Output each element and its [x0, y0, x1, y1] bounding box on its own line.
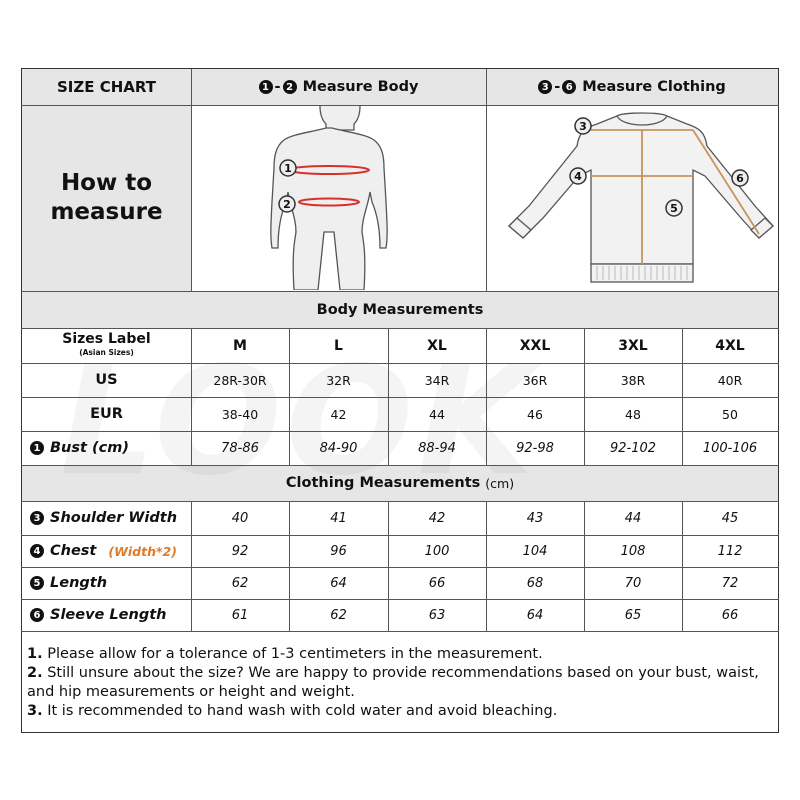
notes-section — [27, 645, 775, 721]
table-cell: 78-86 — [221, 440, 259, 456]
size-chart-title: SIZE CHART — [56, 78, 156, 96]
table-cell: 96 — [330, 543, 347, 559]
table-cell: 34R — [424, 372, 450, 388]
size-header-4: 3XL — [618, 337, 648, 354]
clothing-row-label: 6 Sleeve Length — [22, 599, 191, 631]
sizes-sublabel: (Asian Sizes) — [79, 347, 134, 357]
badge-2-icon: 2 — [283, 80, 297, 94]
body-row-label: EUR — [90, 406, 123, 422]
measure-clothing-label: Measure Clothing — [582, 79, 726, 95]
badge-6-icon: 6 — [30, 608, 44, 622]
body-measurements-title: Body Measurements — [316, 301, 484, 318]
table-cell: 44 — [429, 406, 445, 422]
table-cell: 112 — [717, 543, 743, 559]
table-cell: 64 — [330, 575, 347, 591]
size-header-5: 4XL — [715, 337, 745, 354]
badge-6-icon: 6 — [562, 80, 576, 94]
table-cell: 40 — [231, 510, 249, 526]
table-cell: 28R-30R — [213, 372, 267, 388]
measure-body-label: Measure Body — [302, 79, 419, 95]
svg-text:3: 3 — [579, 120, 587, 133]
table-cell: 72 — [721, 575, 739, 591]
table-cell: 38-40 — [221, 406, 259, 422]
table-cell: 108 — [620, 543, 646, 559]
svg-text:4: 4 — [574, 170, 582, 183]
table-cell: 41 — [330, 510, 347, 526]
badge-1-icon: 1 — [30, 441, 44, 455]
chest-width-note: (Width*2) — [108, 543, 177, 559]
clothing-row-label: 5 Length — [22, 567, 191, 599]
body-row-label: US — [95, 372, 118, 388]
table-cell: 44 — [624, 510, 642, 526]
svg-text:2: 2 — [283, 198, 291, 211]
table-cell: 65 — [624, 607, 642, 623]
table-cell: 66 — [428, 575, 446, 591]
badge-3-icon: 3 — [30, 511, 44, 525]
size-header-3: XXL — [519, 337, 551, 354]
table-cell: 63 — [428, 607, 446, 623]
sizes-label-cell — [22, 328, 191, 363]
table-cell: 50 — [722, 406, 738, 422]
svg-text:5: 5 — [670, 202, 678, 215]
table-cell: 43 — [526, 510, 544, 526]
table-cell: 32R — [326, 372, 351, 388]
note-item: 2. Still unsure about the size? We are happy to provide recommendations based on your bust, waist, and hip measurements or height and weight. — [27, 665, 759, 700]
clothing-row-label: 3 Shoulder Width — [22, 501, 191, 535]
table-cell: 61 — [231, 607, 249, 623]
table-cell: 84-90 — [319, 440, 358, 456]
body-row-label: 1 Bust (cm) — [22, 431, 191, 465]
table-cell: 42 — [330, 406, 347, 422]
table-cell: 62 — [231, 575, 249, 591]
table-cell: 66 — [721, 607, 739, 623]
badge-3-icon: 3 — [538, 80, 552, 94]
note-item: 1. Please allow for a tolerance of 1-3 centimeters in the measurement. — [27, 646, 543, 662]
measure-body-header: 1 - 2 Measure Body — [191, 69, 486, 105]
body-figure-illustration — [192, 106, 485, 290]
table-cell: 42 — [428, 510, 446, 526]
how-to-measure-title: How to measure — [50, 170, 163, 225]
note-item: 3. It is recommended to hand wash with cold water and avoid bleaching. — [27, 703, 558, 719]
clothing-measurements-title: Clothing Measurements (cm) — [285, 475, 515, 491]
measure-clothing-header: 3 - 6 Measure Clothing — [486, 69, 778, 105]
svg-text:1: 1 — [284, 162, 292, 175]
table-cell: 36R — [522, 372, 548, 388]
table-cell: 48 — [625, 406, 641, 422]
table-cell: 104 — [522, 543, 548, 559]
size-header-1: L — [334, 337, 343, 354]
table-cell: 92-98 — [516, 440, 554, 456]
badge-4-icon: 4 — [30, 544, 44, 558]
badge-1-icon: 1 — [259, 80, 273, 94]
table-cell: 88-94 — [418, 440, 456, 456]
table-cell: 40R — [717, 372, 743, 388]
table-cell: 62 — [330, 607, 347, 623]
table-cell: 46 — [527, 406, 543, 422]
table-cell: 100 — [424, 543, 450, 559]
size-header-2: XL — [427, 337, 447, 354]
table-cell: 70 — [624, 575, 642, 591]
table-cell: 38R — [620, 372, 646, 388]
sizes-label: Sizes Label — [62, 330, 151, 347]
svg-text:6: 6 — [736, 172, 744, 185]
clothing-row-label: 4 Chest (Width*2) — [22, 535, 191, 567]
table-cell: 92 — [231, 543, 249, 559]
sweater-figure-illustration — [487, 106, 778, 290]
table-cell: 68 — [526, 575, 544, 591]
table-cell: 45 — [721, 510, 739, 526]
table-cell: 92-102 — [609, 440, 657, 456]
badge-5-icon: 5 — [30, 576, 44, 590]
size-header-0: M — [233, 337, 247, 354]
table-cell: 64 — [526, 607, 544, 623]
table-cell: 100-106 — [702, 440, 758, 456]
